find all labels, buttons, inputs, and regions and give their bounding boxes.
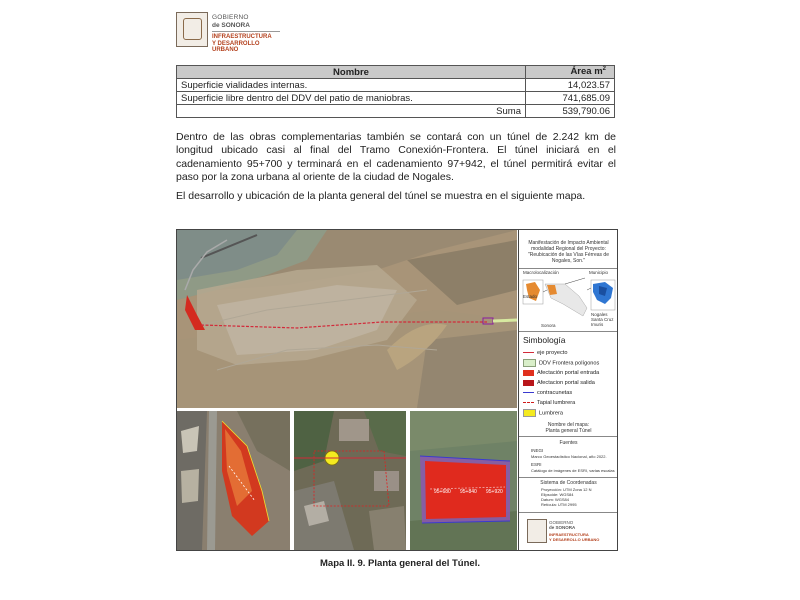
coords-line: Proyección: UTM Zona 12 N	[541, 487, 592, 492]
logo-divider	[212, 31, 280, 32]
map-info-panel	[518, 230, 618, 550]
map-name-label: Nombre del mapa:	[547, 422, 590, 428]
box-swatch-icon	[523, 370, 534, 376]
map-caption: Mapa II. 9. Planta general del Túnel.	[320, 558, 480, 569]
municipio-label: Municipio	[589, 270, 609, 275]
table-header-row	[177, 66, 615, 79]
macro-label: Macrolocalización	[523, 270, 559, 275]
legend-item-portal-salida: Afectacion portal salida	[523, 379, 617, 388]
legend-item-contracunetas: contracunetas	[523, 389, 617, 398]
panel-title: Manifestación de Impacto Ambiental modalidad Regional del Proyecto: "Reubicación de las Vías Férreas de Nogales, Son."	[528, 240, 609, 264]
aerial-overview-image	[177, 230, 517, 408]
estado-label: Estado	[523, 294, 538, 299]
chainage-label: 95+680	[434, 489, 451, 495]
coords-title: Sistema de Coordenadas	[540, 480, 597, 486]
dash-swatch-icon	[523, 402, 534, 403]
row-value: 14,023.57	[526, 79, 615, 92]
source2-detail: Catálogo de imágenes de ESRI, varias escalas	[531, 468, 615, 473]
panel-gov-line2: de SONORA	[549, 525, 576, 530]
row-value: 741,685.09	[526, 92, 615, 105]
col-header-area: Área $m^2$	[526, 66, 615, 79]
lumbrera-detail-image	[294, 411, 406, 550]
paragraph-tunnel-description: Dentro de las obras complementarias también se contará con un túnel de 2.242 km de longitud ubicado casi al final del Tramo Conexión-Frontera. El túnel iniciará en el cadenamiento 95+700 y terminará en el cadenamiento 97+942, el túnel permitirá evitar el paso por la zona urbana al oriente de la ciudad de Nogales.	[176, 131, 616, 183]
map-name: Planta general Túnel	[545, 428, 592, 434]
legend-item-tapial: Tapial lumbrera	[523, 399, 617, 408]
chainage-label: 95+920	[486, 489, 503, 495]
legend-item-lumbrera: Lumbrera	[523, 409, 617, 418]
portal-entrance-detail-image	[177, 411, 290, 550]
chainage-label: 95+840	[460, 489, 477, 495]
line-swatch-icon	[523, 392, 534, 393]
table-row	[177, 92, 615, 105]
tunnel-map-figure	[176, 229, 618, 551]
table-row	[177, 79, 615, 92]
panel-dept-line2: Y DESARROLLO URBANO	[549, 537, 600, 542]
sum-label: Suma	[177, 105, 526, 118]
table-sum-row	[177, 105, 615, 118]
coords-line: Elipsoide: WGS84	[541, 492, 574, 497]
legend-item-ddv: DDV Frontera polígonos	[523, 359, 617, 368]
box-swatch-icon	[523, 380, 534, 386]
logo-dept-line1: INFRAESTRUCTURA	[212, 34, 272, 40]
logo-gov-line1: GOBIERNO	[212, 14, 249, 21]
source2: ESRI	[531, 462, 542, 467]
state-seal-icon	[176, 12, 208, 47]
source1: INEGI	[531, 448, 544, 453]
symbology-title: Simbología	[523, 335, 566, 345]
row-name: Superficie libre dentro del DDV del patio de maniobras.	[177, 92, 526, 105]
legend-item-portal-entrada: Afectación portal entrada	[523, 369, 617, 378]
source1-detail: Marco Geoestadístico Nacional, año 2022.	[531, 454, 607, 459]
box-swatch-icon	[523, 359, 536, 367]
row-name: Superficie vialidades internas.	[177, 79, 526, 92]
sum-value: 539,790.06	[526, 105, 615, 118]
sonora-label: Sonora	[541, 323, 556, 328]
panel-gov-logo	[527, 519, 611, 545]
panel-gov-line1: GOBIERNO	[549, 520, 574, 525]
paragraph-map-intro: El desarrollo y ubicación de la planta general del túnel se muestra en el siguiente mapa.	[176, 190, 586, 202]
coords-line: Datum: WGS84	[541, 497, 570, 502]
coords-line: Retícula: UTM 2995	[541, 502, 577, 507]
sources-title: Fuentes	[559, 440, 578, 446]
area-table	[176, 65, 615, 118]
logo-gov-line2: de SONORA	[212, 22, 250, 29]
state-seal-icon	[527, 519, 547, 543]
legend-item-eje: eje proyecto	[523, 349, 617, 358]
box-swatch-icon	[523, 409, 536, 417]
nogales-label: Nogales Santa Cruz Imuris	[591, 312, 614, 327]
panel-dept-line1: INFRAESTRUCTURA	[549, 532, 589, 537]
line-swatch-icon	[523, 352, 534, 353]
sonora-infrastructure-logo	[176, 12, 286, 53]
col-header-name: Nombre	[177, 66, 526, 79]
logo-dept-line2: Y DESARROLLO URBANO	[212, 41, 260, 53]
portal-exit-detail-image	[410, 411, 517, 550]
